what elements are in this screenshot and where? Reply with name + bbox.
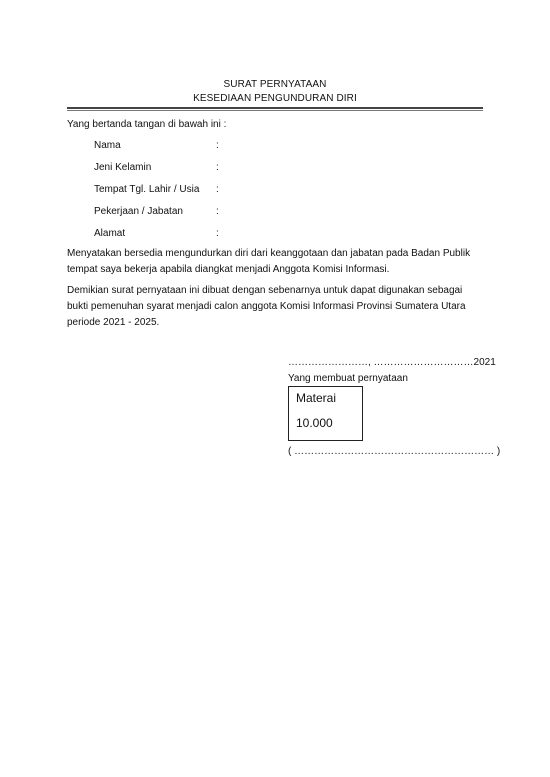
field-label-nama: Nama (94, 140, 121, 151)
field-label-tempat-tgl-lahir: Tempat Tgl. Lahir / Usia (94, 184, 200, 195)
document-title: SURAT PERNYATAAN (223, 79, 327, 90)
statement-paragraph: Menyatakan bersedia mengundurkan diri dari keanggotaan dan jabatan pada Badan Publik tempat saya bekerja apabila diangkat menjadi Anggota Komisi Informasi. (67, 248, 471, 275)
field-colon: : (216, 184, 219, 195)
stamp-duty-label: Materai (296, 391, 337, 405)
signature-name-line: ( …………………………………………………… ) (288, 446, 501, 457)
field-colon: : (216, 206, 219, 217)
document-subtitle: KESEDIAAN PENGUNDURAN DIRI (193, 93, 357, 104)
closing-paragraph: Demikian surat pernyataan ini dibuat dengan sebenarnya untuk dapat digunakan sebagai bukti pemenuhan syarat menjadi calon anggota Komisi Informasi Provinsi Sumatera Utara periode 2021 - 2025. (67, 285, 466, 328)
header-divider (67, 107, 483, 111)
stamp-duty-box (288, 386, 363, 441)
signatory-caption: Yang membuat pernyataan (288, 373, 408, 384)
field-colon: : (216, 162, 219, 173)
stamp-duty-value: 10.000 (296, 416, 333, 430)
field-colon: : (216, 140, 219, 151)
field-label-pekerjaan: Pekerjaan / Jabatan (94, 206, 183, 217)
place-date-line: ……………………, …………………………2021 (288, 357, 496, 368)
field-colon: : (216, 228, 219, 239)
intro-text: Yang bertanda tangan di bawah ini : (67, 119, 227, 130)
field-label-jenis-kelamin: Jeni Kelamin (94, 162, 152, 173)
field-label-alamat: Alamat (94, 228, 126, 239)
